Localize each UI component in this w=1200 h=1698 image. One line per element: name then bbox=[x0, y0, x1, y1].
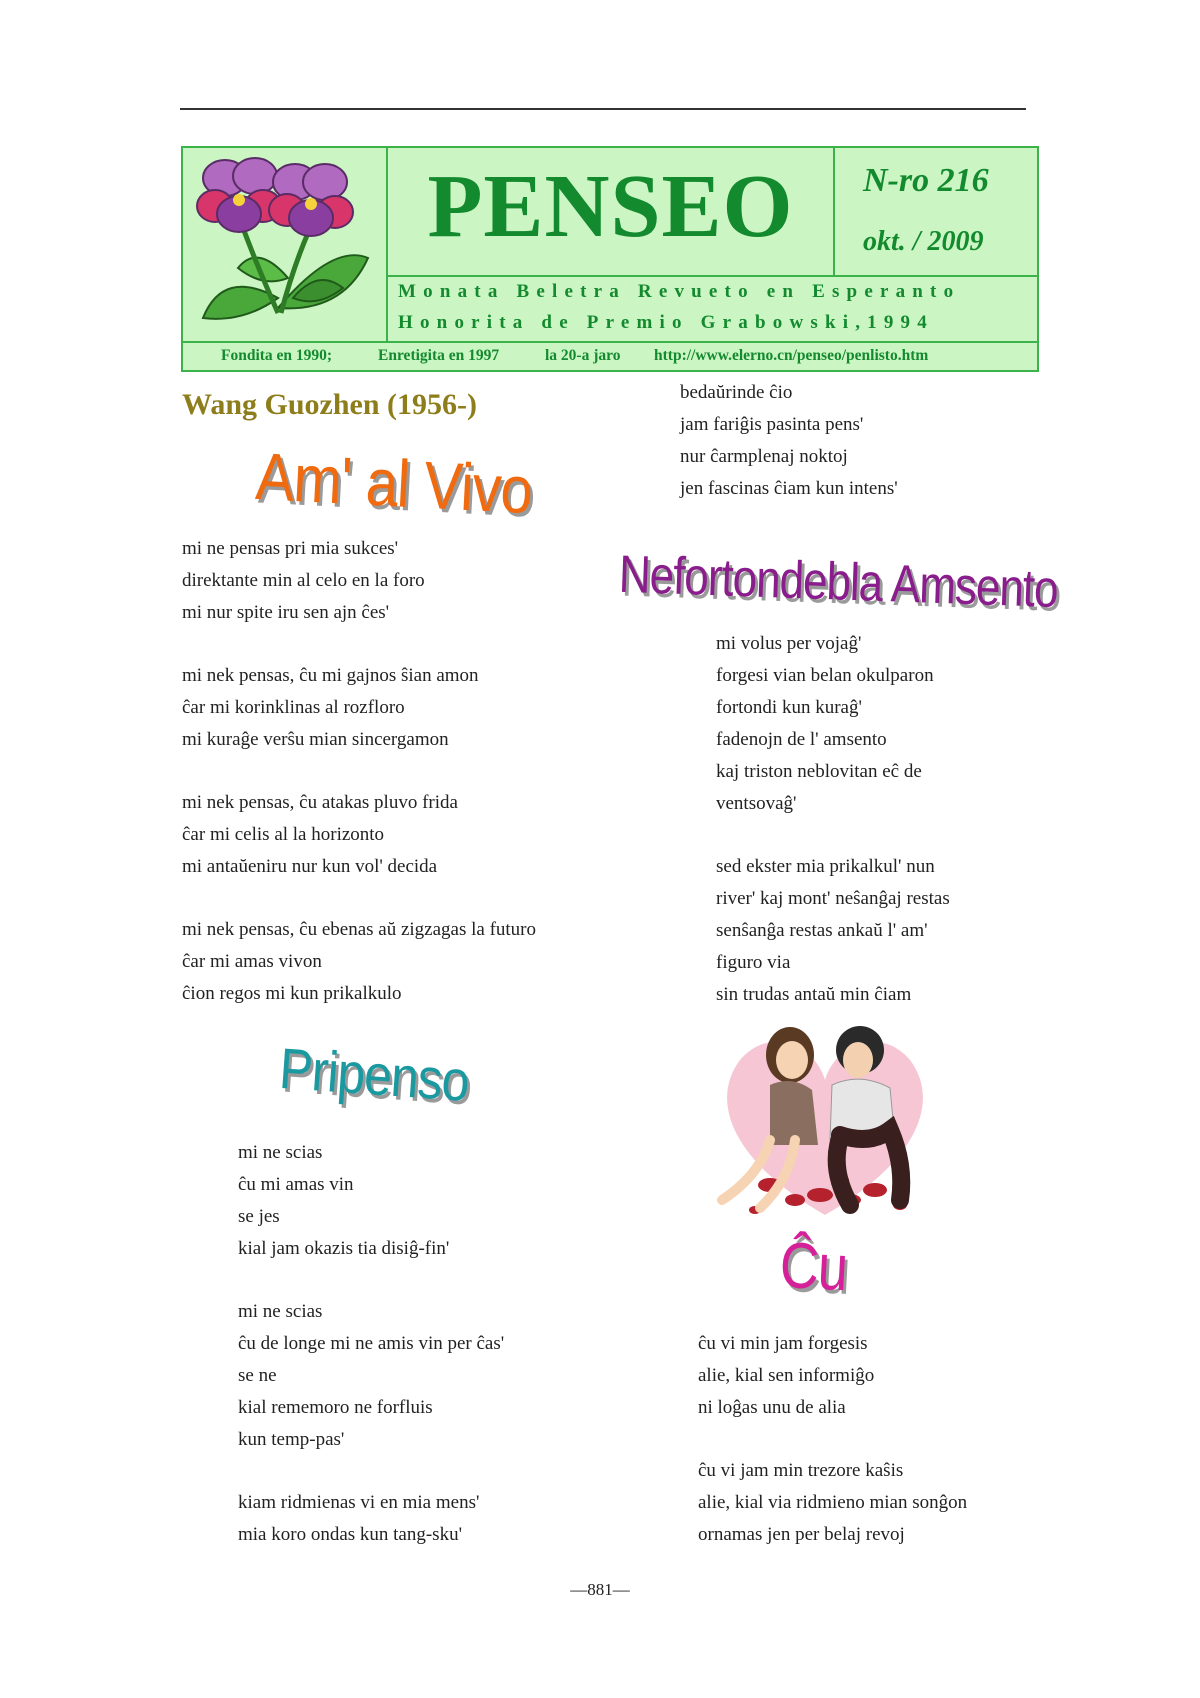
issue-number: N-ro 216 bbox=[863, 162, 989, 199]
pansy-flower-icon bbox=[183, 148, 386, 341]
subtitle-2: Honorita de Premio Grabowski,1994 bbox=[398, 312, 934, 333]
pansy-logo bbox=[183, 148, 388, 341]
poem-line: ventsovaĝ' bbox=[716, 793, 797, 814]
issue-cell bbox=[835, 148, 1037, 275]
poem-title-am-al-vivo: Am' al Vivo bbox=[254, 439, 534, 529]
poem-line: kiam ridmienas vi en mia mens' bbox=[238, 1492, 480, 1513]
poem-line: alie, kial sen informiĝo bbox=[698, 1365, 875, 1386]
poem-line: jen fascinas ĉiam kun intens' bbox=[680, 478, 898, 499]
poem-line: fortondi kun kuraĝ' bbox=[716, 697, 862, 718]
poem-line: mi ne scias bbox=[238, 1142, 323, 1163]
poem-line: alie, kial via ridmieno mian sonĝon bbox=[698, 1492, 968, 1513]
poem-line: mi nek pensas, ĉu mi gajnos ŝian amon bbox=[182, 665, 479, 686]
poem-line: mi nur spite iru sen ajn ĉes' bbox=[182, 602, 390, 623]
poem-line: mi volus per vojaĝ' bbox=[716, 633, 862, 654]
website-link[interactable]: http://www.elerno.cn/penseo/penlisto.htm bbox=[654, 347, 929, 364]
masthead-info-row bbox=[183, 341, 1037, 372]
poem-line: direktante min al celo en la foro bbox=[182, 570, 425, 591]
poem-line: se jes bbox=[238, 1206, 280, 1227]
registered-text: Enretigita en 1997 bbox=[378, 347, 500, 364]
poem-line: mi kuraĝe verŝu mian sincergamon bbox=[182, 729, 449, 750]
poem-line: se ne bbox=[238, 1365, 277, 1386]
poem-line: fadenojn de l' amsento bbox=[716, 729, 887, 750]
subtitle-1: Monata Beletra Revueto en Esperanto bbox=[398, 281, 961, 302]
masthead bbox=[181, 146, 1039, 372]
poem-line: ĉu vi jam min trezore kaŝis bbox=[698, 1460, 904, 1481]
poem-title-nefortondebla: Nefortondebla Amsento bbox=[617, 545, 1059, 620]
poem-line: mi nek pensas, ĉu ebenas aŭ zigzagas la futuro bbox=[182, 919, 537, 940]
poem-line: mi antaŭeniru nur kun vol' decida bbox=[182, 856, 438, 877]
poem-line: sin trudas antaŭ min ĉiam bbox=[716, 984, 912, 1005]
poem-line: ĉar mi korinklinas al rozfloro bbox=[182, 697, 405, 718]
poem-line: figuro via bbox=[716, 952, 791, 973]
poem-line: ĉion regos mi kun prikalkulo bbox=[182, 983, 402, 1004]
poem-line: river' kaj mont' neŝanĝaj restas bbox=[716, 888, 950, 909]
issue-date: okt. / 2009 bbox=[863, 226, 984, 257]
poem-line: kaj triston neblovitan eĉ de bbox=[716, 761, 922, 782]
poem-line: nur ĉarmplenaj noktoj bbox=[680, 446, 848, 467]
couple-illustration-icon bbox=[700, 1010, 950, 1225]
subtitle-row bbox=[388, 275, 1037, 343]
magazine-title: PENSEO bbox=[427, 157, 794, 256]
anniversary-text: la 20-a jaro bbox=[545, 347, 621, 364]
poem-line: kial jam okazis tia disiĝ-fin' bbox=[238, 1238, 450, 1259]
page-number: —881— bbox=[570, 1580, 630, 1599]
poem-line: ni loĝas unu de alia bbox=[698, 1397, 846, 1418]
poem-line: bedaŭrinde ĉio bbox=[680, 382, 793, 403]
poem-line: jam fariĝis pasinta pens' bbox=[680, 414, 864, 435]
poem-line: mia koro ondas kun tang-sku' bbox=[238, 1524, 463, 1545]
founded-text: Fondita en 1990; bbox=[221, 347, 333, 364]
poem-line: ĉar mi amas vivon bbox=[182, 951, 322, 972]
top-rule bbox=[180, 108, 1026, 110]
poem-line: ĉu vi min jam forgesis bbox=[698, 1333, 868, 1354]
poem-line: sed ekster mia prikalkul' nun bbox=[716, 856, 935, 877]
poem-line: senŝanĝa restas ankaŭ l' am' bbox=[716, 920, 928, 941]
poem-line: ĉu de longe mi ne amis vin per ĉas' bbox=[238, 1333, 505, 1354]
poem-line: mi ne pensas pri mia sukces' bbox=[182, 538, 399, 559]
author-name: Wang Guozhen (1956-) bbox=[182, 388, 478, 421]
poem-line: ĉu mi amas vin bbox=[238, 1174, 354, 1195]
poem-line: kial rememoro ne forfluis bbox=[238, 1397, 433, 1418]
title-cell bbox=[388, 148, 835, 275]
poem-line: kun temp-pas' bbox=[238, 1429, 345, 1450]
poem-line: ĉar mi celis al la horizonto bbox=[182, 824, 385, 845]
poem-line: ornamas jen per belaj revoj bbox=[698, 1524, 905, 1545]
poem-line: forgesi vian belan okulparon bbox=[716, 665, 934, 686]
poem-line: mi nek pensas, ĉu atakas pluvo frida bbox=[182, 792, 458, 813]
poem-title-pripenso: Pripenso bbox=[277, 1036, 471, 1114]
poem-line: mi ne scias bbox=[238, 1301, 323, 1322]
poem-title-cu: Ĉu bbox=[778, 1229, 849, 1305]
